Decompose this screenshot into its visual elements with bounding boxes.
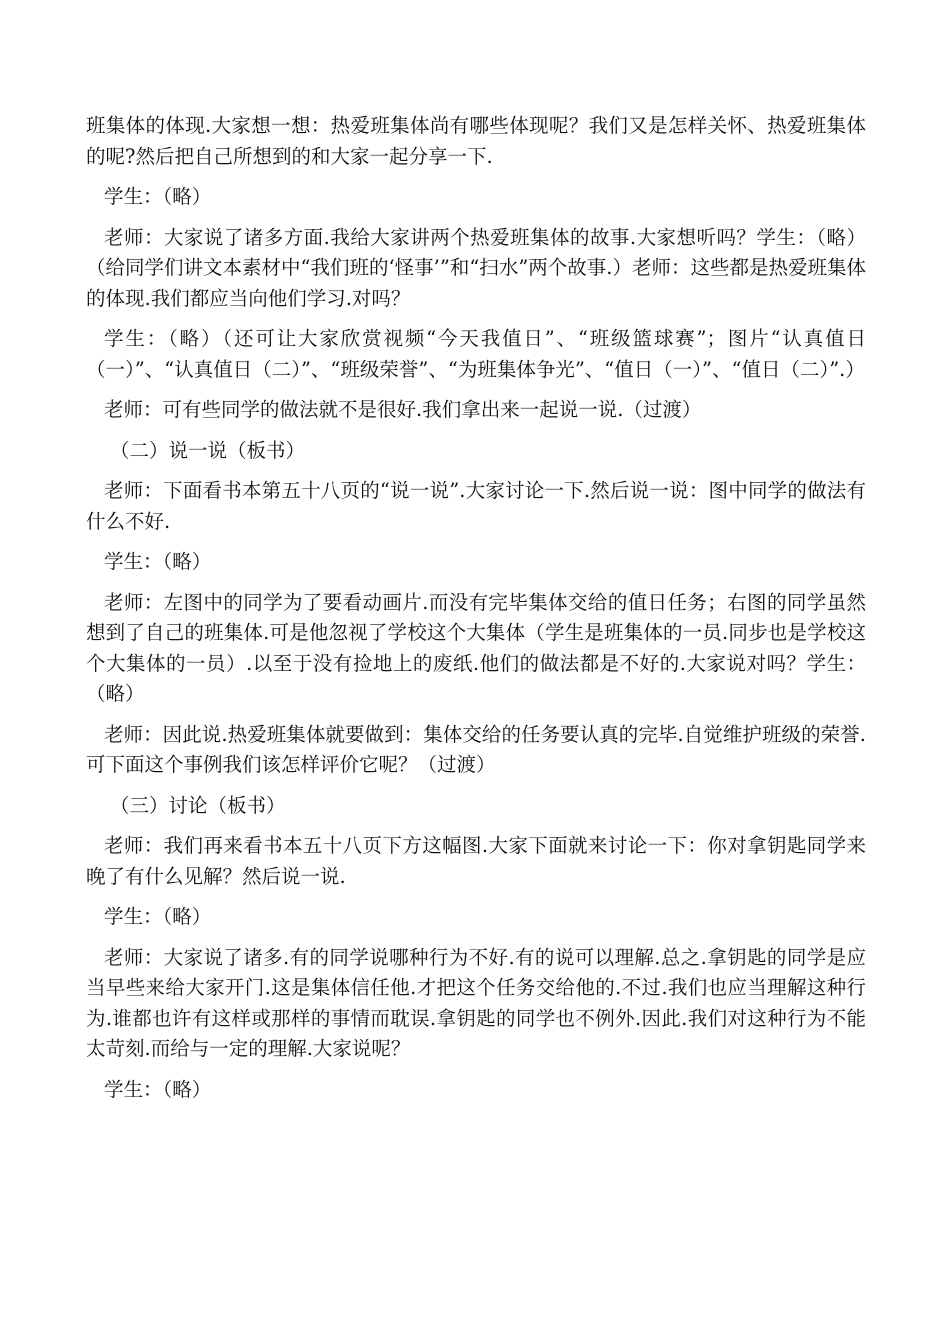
paragraph-teacher-page58: 老师：下面看书本第五十八页的“说一说”.大家讨论一下.然后说一说：图中同学的做法有什么不好. [86,479,866,533]
section-heading-speak: （二）说一说（板书） [110,438,306,462]
paragraph-intro: 班集体的体现.大家想一想：热爱班集体尚有哪些体现呢？我们又是怎样关怀、热爱班集体的呢?然后把自己所想到的和大家一起分享一下. [86,114,866,168]
paragraph-teacher-key: 老师：我们再来看书本五十八页下方这幅图.大家下面就来讨论一下：你对拿钥匙同学来晚了有什么见解？然后说一说. [86,834,866,888]
paragraph-student-reply: 学生：（略） [104,1077,212,1101]
paragraph-student-reply: 学生：（略） [104,550,212,573]
paragraph-student-reply: 学生：（略） [104,185,212,208]
section-heading-discuss: （三）讨论（板书） [110,793,286,817]
paragraph-teacher-left-right: 老师：左图中的同学为了要看动画片.而没有完毕集体交给的值日任务；右图的同学虽然想到了自己的班集体.可是他忽视了学校这个大集体（学生是班集体的一员.同步也是学校这个大集体的一员）.以至于没有捡地上的废纸.他们的做法都是不好的.大家说对吗？学生：（略） [86,590,866,705]
paragraph-teacher-transition: 老师：可有些同学的做法就不是很好.我们拿出来一起说一说.（过渡） [104,398,702,421]
paragraph-student-reply: 学生：（略） [104,905,212,928]
document-page [86,111,866,1115]
paragraph-teacher-stories: 老师：大家说了诸多方面.我给大家讲两个热爱班集体的故事.大家想听吗？学生：（略）（给同学们讲文本素材中“我们班的‘怪事’”和“扫水”两个故事.）老师：这些都是热爱班集体的体现.我们都应当向他们学习.对吗？ [86,225,866,310]
paragraph-teacher-understanding: 老师：大家说了诸多.有的同学说哪种行为不好.有的说可以理解.总之.拿钥匙的同学是应当早些来给大家开门.这是集体信任他.才把这个任务交给他的.不过.我们也应当理解这种行为.谁都也许有这样或那样的事情而耽误.拿钥匙的同学也不例外.因此.我们对这种行为不能太苛刻.而给与一定的理解.大家说呢？ [86,945,866,1060]
paragraph-teacher-conclusion: 老师：因此说.热爱班集体就要做到：集体交给的任务要认真的完毕.自觉维护班级的荣誉.可下面这个事例我们该怎样评价它呢？（过渡） [86,722,866,776]
paragraph-student-media: 学生：（略）（还可让大家欣赏视频“今天我值日”、“班级篮球赛”；图片“认真值日（一）”、“认真值日（二）”、“班级荣誉”、“为班集体争光”、“值日（一）”、“值日（二）”.） [86,327,866,381]
